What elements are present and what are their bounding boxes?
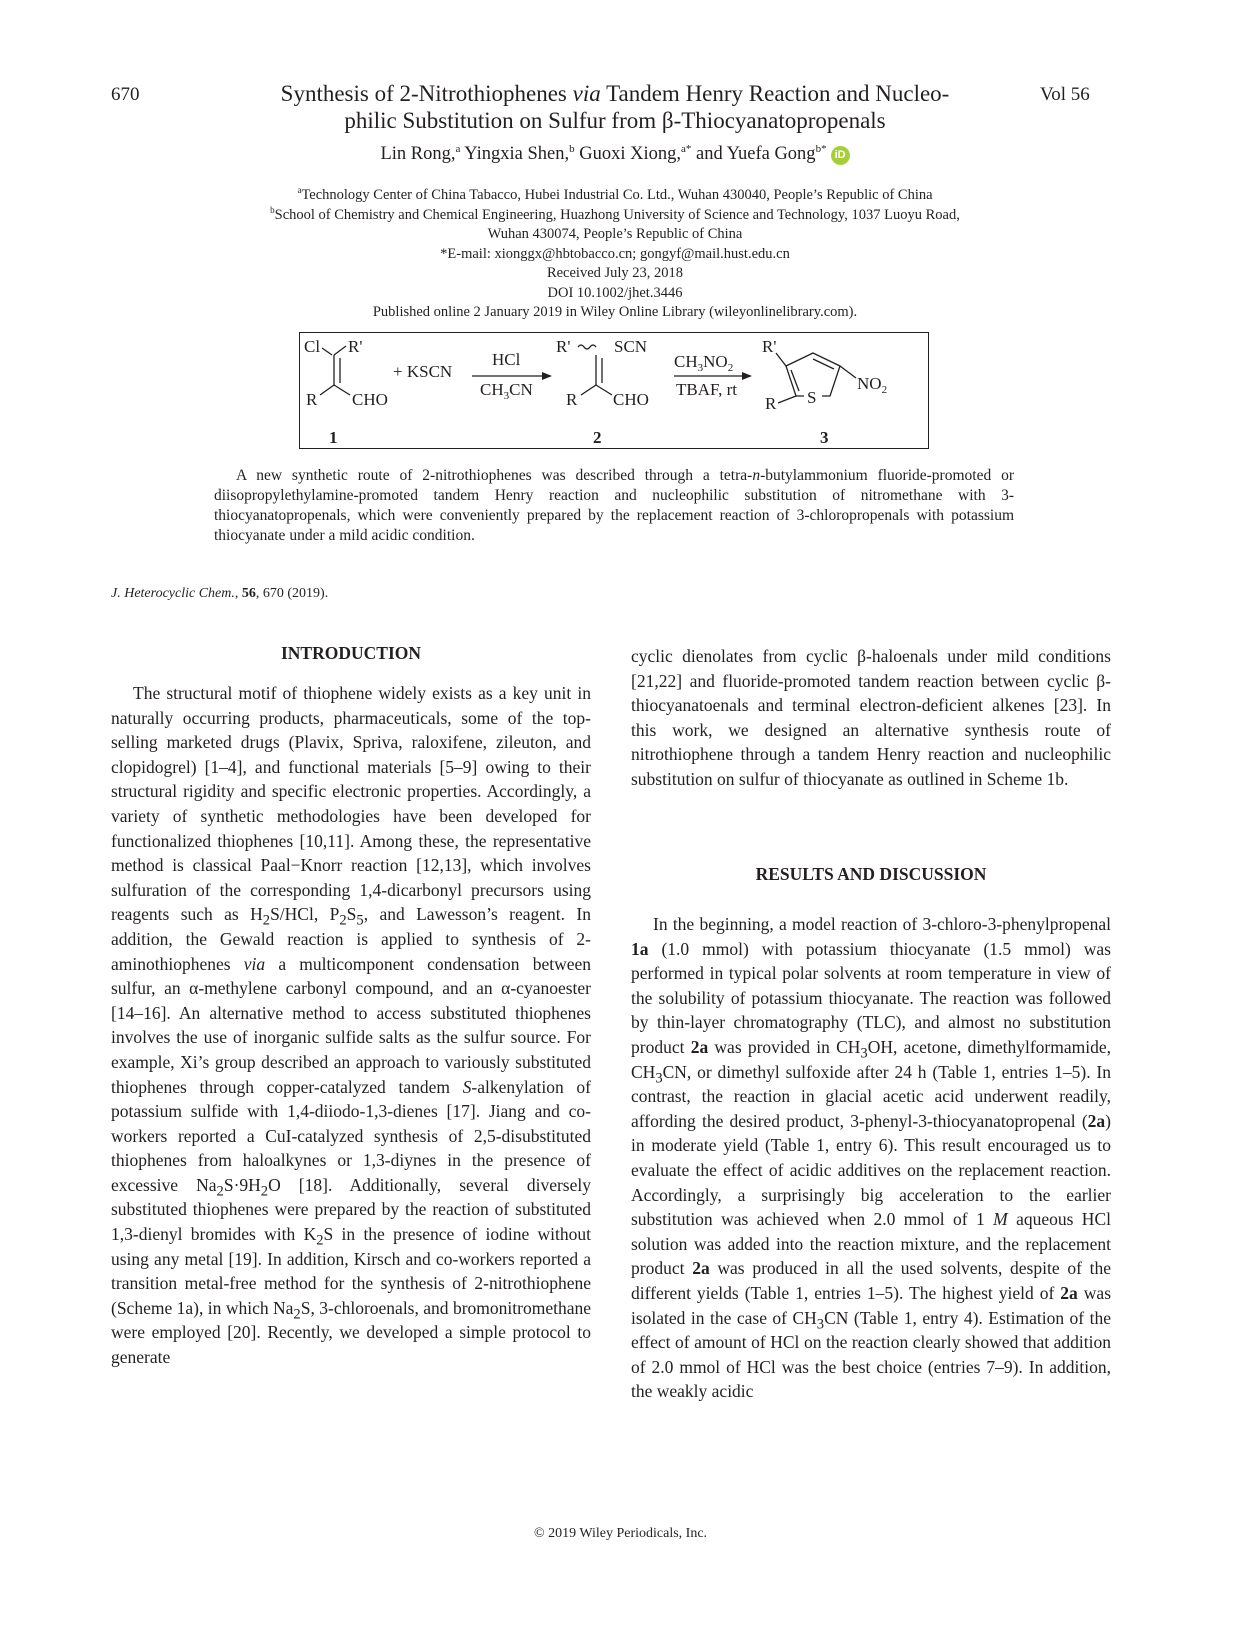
bond-r — [320, 385, 334, 395]
article-metadata — [200, 186, 1030, 323]
compound-3-no2: $NO_2$ — [857, 374, 888, 396]
compound-1-rprime: R' — [348, 337, 363, 356]
citation-separator: , — [234, 586, 242, 601]
reaction-scheme-drawing — [300, 333, 930, 450]
arrow-2-reagent: $CH_3NO_2$ — [674, 352, 734, 374]
title-via: via — [572, 81, 601, 106]
author-3: Guoxi Xiong, — [574, 144, 682, 164]
compound-3-r: R — [765, 394, 777, 413]
journal-name: J. Heterocyclic Chem. — [111, 586, 235, 601]
compound-3-s: S — [807, 388, 817, 407]
author-list — [230, 144, 1000, 165]
author-1-affil: a — [455, 142, 461, 155]
title-part-b: Tandem Henry Reaction and Nucleo- — [600, 81, 950, 106]
bond-cho — [334, 385, 350, 395]
author-2: Yingxia Shen, — [460, 144, 570, 164]
title-part-a: Synthesis of 2-Nitrothiophenes — [280, 81, 573, 106]
author-3-affil: a* — [681, 142, 692, 155]
compound-2-r: R — [566, 390, 578, 409]
orcid-icon[interactable]: iD — [831, 146, 850, 165]
abstract-n: n — [752, 467, 761, 484]
bond-cl — [322, 348, 332, 355]
arrow-1-solvent: $CH_3CN$ — [480, 380, 533, 402]
results-paragraph: In the beginning, a model reaction of 3-chloro-3-phenylpropenal 1a (1.0 mmol) with potassium thiocyanate (1.5 mmol) was performed in typical polar solvents at room temperature in view of the solubility of potassium thiocyanate. The reaction was followed by thin-layer chromatography (TLC), and almost no substitution product 2a was provided in $CH_3OH$, acetone, dimethylformamide, $CH_3CN$, or dimethyl sulfoxide after 24 h (Table 1, entries 1–5). In contrast, the reaction in glacial acetic acid underwent readily, affording the desired product, 3-phenyl-3-thiocyanatopropenal (2a) in moderate yield (Table 1, entry 6). This result encouraged us to evaluate the effect of acidic additives on the replacement reaction. Accordingly, a surprisingly big acceleration to the earlier substitution was achieved when 2.0 mmol of 1 M aqueous HCl solution was added into the reaction mixture, and the replacement product 2a was produced in all the used solvents, despite of the different yields (Table 1, entries 1–5). The highest yield of 2a was isolated in the case of $CH_3CN$ (Table 1, entry 4). Estimation of the effect of amount of HCl on the reaction clearly showed that addition of 2.0 mmol of HCl was the best choice (entries 7–9). In addition, the weakly acidic — [631, 914, 1112, 1402]
contact-email[interactable]: *E-mail: xionggx@hbtobacco.cn; gongyf@mail.hust.edu.cn — [440, 245, 790, 262]
affiliation-a-mark: a — [297, 185, 302, 196]
compound-2-label: 2 — [593, 428, 602, 447]
results-body — [631, 912, 1111, 1404]
article-title — [230, 80, 1000, 134]
introduction-continuation — [631, 644, 1111, 792]
introduction-body — [111, 681, 591, 1370]
wavy-bond — [578, 345, 596, 349]
arrow-1-hcl: HCl — [492, 350, 521, 369]
doi[interactable]: DOI 10.1002/jhet.3446 — [547, 284, 683, 301]
title-part-c: philic Substitution on Sulfur from β-Thiocyanatopropenals — [344, 108, 886, 133]
arrow-1-head — [542, 372, 552, 380]
compound-3-rprime: R' — [762, 337, 777, 356]
journal-citation — [111, 586, 328, 602]
compound-2-rprime: R' — [556, 337, 571, 356]
compound-1-label: 1 — [329, 428, 338, 447]
results-heading: RESULTS AND DISCUSSION — [755, 864, 987, 884]
page-number: 670 — [111, 84, 140, 105]
arrow-2-conditions: TBAF, rt — [676, 380, 737, 399]
compound-3-bond-r — [778, 396, 796, 403]
compound-1-cho: CHO — [352, 390, 388, 409]
author-4: and Yuefa Gong — [691, 144, 816, 164]
bond-rprime — [334, 346, 346, 355]
author-2-affil: b — [569, 142, 575, 155]
copyright-footer: © 2019 Wiley Periodicals, Inc. — [533, 1526, 708, 1541]
abstract-text-2: -butylammonium fluoride-promoted or diisopropylethylamine-promoted tandem Henry reaction and nucleophilic substitution of nitromethane with 3-thiocyanatopropenals, which were conveniently prepared by the replacement reaction of 3-chloropropenals with potassium thiocyanate under a mild acidic condition. — [214, 467, 1014, 544]
affiliation-b — [200, 206, 1030, 226]
published-online: Published online 2 January 2019 in Wiley Online Library (wileyonlinelibrary.com). — [372, 304, 858, 320]
reaction-scheme — [299, 332, 929, 449]
author-4-affil: b* — [815, 142, 827, 155]
citation-rest: , 670 (2019). — [255, 586, 329, 601]
compound-1-cl: Cl — [304, 337, 321, 356]
author-1: Lin Rong, — [380, 144, 456, 164]
introduction-continuation-paragraph: cyclic dienolates from cyclic β-haloenals under mild conditions [21,22] and fluoride-promoted tandem reaction between cyclic β-thiocyanatoenals and terminal electron-deficient alkenes [23]. In this work, we designed an alternative synthesis route of nitrothiophene through a tandem Henry reaction and nucleophilic substitution on sulfur of thiocyanate as outlined in Scheme 1b. — [631, 646, 1111, 789]
affiliation-a — [200, 186, 1030, 206]
compound-2-bond-r — [581, 385, 596, 395]
affiliation-b-text: School of Chemistry and Chemical Engineering, Huazhong University of Science and Technology, 1037 Luoyu Road, — [274, 206, 960, 223]
received-date: Received July 23, 2018 — [546, 265, 684, 281]
compound-3-label: 3 — [820, 428, 829, 447]
thiophene-double-1 — [813, 359, 834, 369]
abstract — [214, 466, 1014, 546]
introduction-heading: INTRODUCTION — [280, 643, 422, 663]
introduction-paragraph: The structural motif of thiophene widely exists as a key unit in naturally occurring products, pharmaceuticals, some of the top-selling marketed drugs (Plavix, Spriva, raloxifene, zileuton, and clopidogrel) [1–4], and functional materials [5–9] owing to their structural rigidity and specific electronic properties. Accordingly, a variety of synthetic methodologies have been developed for functionalized thiophenes [10,11]. Among these, the representative method is classical Paal−Knorr reaction [12,13], which involves sulfuration of the corresponding 1,4-dicarbonyl precursors using reagents such as $H_2S$/HCl, $P_2S_5$, and Lawesson’s reagent. In addition, the Gewald reaction is applied to synthesis of 2-aminothiophenes via a multicomponent condensation between sulfur, an α-methylene carbonyl compound, and an α-cyanoester [14–16]. An alternative method to access substituted thiophenes involves the use of inorganic sulfide salts as the sulfur source. For example, Xi’s group described an approach to variously substituted thiophenes through copper-catalyzed tandem S-alkenylation of potassium sulfide with 1,4-diiodo-1,3-dienes [17]. Jiang and co-workers reported a CuI-catalyzed synthesis of 2,5-disubstituted thiophenes from haloalkynes or 1,3-diynes in the presence of excessive $Na_2S\cdot 9H_2O$ [18]. Additionally, several diversely substituted thiophenes were prepared by the reaction of substituted 1,3-dienyl bromides with $K_2S$ in the presence of iodine without using any metal [19]. In addition, Kirsch and co-workers reported a transition metal-free method for the synthesis of 2-nitrothiophene (Scheme 1a), in which $Na_2S$, 3-chloroenals, and bromonitromethane were employed [20]. Recently, we developed a simple protocol to generate — [111, 683, 592, 1368]
compound-3-bond-no2 — [840, 366, 856, 378]
affiliation-a-text: Technology Center of China Tabacco, Hubei Industrial Co. Ltd., Wuhan 430040, People’s Republic of China — [301, 187, 933, 203]
compound-2-cho: CHO — [613, 390, 649, 409]
compound-2-bond-cho — [596, 385, 612, 395]
affiliation-b-cont: Wuhan 430074, People’s Republic of China — [487, 226, 743, 242]
reagent-kscn: + KSCN — [393, 362, 453, 381]
compound-2-scn: SCN — [614, 337, 648, 356]
volume-label: Vol 56 — [1040, 84, 1090, 105]
journal-volume: 56 — [241, 586, 256, 601]
abstract-text-1: A new synthetic route of 2-nitrothiophenes was described through a tetra- — [236, 467, 753, 484]
compound-3-bond-rprime — [776, 353, 786, 366]
affiliation-b-mark: b — [270, 204, 275, 215]
thiophene-double-2 — [791, 370, 799, 391]
arrow-2-head — [742, 372, 752, 380]
compound-1-r: R — [306, 390, 318, 409]
